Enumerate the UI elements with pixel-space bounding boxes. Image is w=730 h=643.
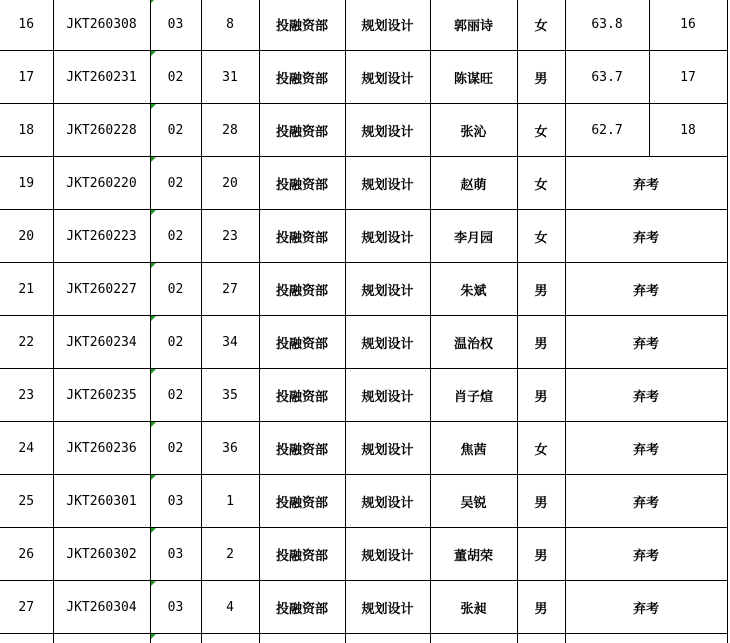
absent-status-cell[interactable]: 弃考 (565, 263, 727, 316)
candidate-id-cell[interactable]: JKT260235 (53, 369, 150, 422)
rank-cell[interactable]: 17 (0, 51, 53, 104)
position-cell[interactable]: 规划设计 (345, 369, 430, 422)
placement-cell[interactable]: 18 (649, 104, 727, 157)
exam-room-cell[interactable]: 02 (150, 422, 201, 475)
exam-room-cell[interactable]: 02 (150, 369, 201, 422)
empty-cell[interactable] (53, 634, 150, 643)
seat-number-cell[interactable]: 27 (201, 263, 259, 316)
name-cell[interactable]: 赵萌 (430, 157, 517, 210)
position-cell[interactable]: 规划设计 (345, 263, 430, 316)
absent-status-cell[interactable]: 弃考 (565, 475, 727, 528)
gender-cell[interactable]: 男 (517, 316, 565, 369)
candidate-id-cell[interactable]: JKT260308 (53, 0, 150, 51)
rank-cell[interactable]: 21 (0, 263, 53, 316)
gender-cell[interactable]: 女 (517, 422, 565, 475)
table-row (0, 422, 727, 475)
empty-cell[interactable] (517, 634, 565, 643)
seat-number-cell[interactable]: 1 (201, 475, 259, 528)
table-row (0, 581, 727, 634)
candidate-id-cell[interactable]: JKT260302 (53, 528, 150, 581)
position-cell[interactable]: 规划设计 (345, 581, 430, 634)
name-cell[interactable]: 焦茜 (430, 422, 517, 475)
exam-room-cell[interactable]: 02 (150, 157, 201, 210)
table-row (0, 369, 727, 422)
absent-status-cell[interactable]: 弃考 (565, 422, 727, 475)
score-cell[interactable]: 63.7 (565, 51, 649, 104)
candidate-id-cell[interactable]: JKT260223 (53, 210, 150, 263)
department-cell[interactable]: 投融资部 (259, 210, 345, 263)
seat-number-cell[interactable]: 36 (201, 422, 259, 475)
seat-number-cell[interactable]: 4 (201, 581, 259, 634)
name-cell[interactable]: 朱斌 (430, 263, 517, 316)
score-cell[interactable]: 63.8 (565, 0, 649, 51)
exam-room-cell[interactable]: 03 (150, 581, 201, 634)
candidate-id-cell[interactable]: JKT260231 (53, 51, 150, 104)
department-cell[interactable]: 投融资部 (259, 263, 345, 316)
gender-cell[interactable]: 男 (517, 475, 565, 528)
absent-status-cell[interactable]: 弃考 (565, 528, 727, 581)
name-cell[interactable]: 李月园 (430, 210, 517, 263)
absent-status-cell[interactable]: 弃考 (565, 316, 727, 369)
exam-room-cell[interactable]: 03 (150, 475, 201, 528)
absent-status-cell[interactable]: 弃考 (565, 210, 727, 263)
table-row (0, 210, 727, 263)
gender-cell[interactable]: 男 (517, 369, 565, 422)
table-row (0, 263, 727, 316)
empty-cell[interactable] (0, 634, 53, 643)
rank-cell[interactable]: 22 (0, 316, 53, 369)
name-cell[interactable]: 温治权 (430, 316, 517, 369)
exam-room-cell[interactable]: 02 (150, 210, 201, 263)
rank-cell[interactable]: 27 (0, 581, 53, 634)
name-cell[interactable]: 董胡荣 (430, 528, 517, 581)
absent-status-cell[interactable]: 弃考 (565, 157, 727, 210)
placement-cell[interactable]: 16 (649, 0, 727, 51)
gender-cell[interactable]: 女 (517, 157, 565, 210)
position-cell[interactable]: 规划设计 (345, 316, 430, 369)
seat-number-cell[interactable]: 2 (201, 528, 259, 581)
exam-room-cell[interactable]: 03 (150, 528, 201, 581)
rank-cell[interactable]: 26 (0, 528, 53, 581)
gender-cell[interactable]: 女 (517, 0, 565, 51)
name-cell[interactable]: 郭丽诗 (430, 0, 517, 51)
empty-cell[interactable] (345, 634, 430, 643)
candidate-id-cell[interactable]: JKT260228 (53, 104, 150, 157)
gender-cell[interactable]: 男 (517, 581, 565, 634)
absent-status-cell[interactable]: 弃考 (565, 369, 727, 422)
candidate-id-cell[interactable]: JKT260220 (53, 157, 150, 210)
seat-number-cell[interactable]: 8 (201, 0, 259, 51)
table-row (0, 475, 727, 528)
exam-room-cell[interactable]: 02 (150, 263, 201, 316)
position-cell[interactable]: 规划设计 (345, 210, 430, 263)
table-row (0, 104, 727, 157)
name-cell[interactable]: 吴锐 (430, 475, 517, 528)
seat-number-cell[interactable]: 20 (201, 157, 259, 210)
exam-room-cell[interactable]: 03 (150, 0, 201, 51)
department-cell[interactable]: 投融资部 (259, 581, 345, 634)
exam-room-cell[interactable]: 02 (150, 104, 201, 157)
table-row (0, 316, 727, 369)
department-cell[interactable]: 投融资部 (259, 369, 345, 422)
table-row (0, 0, 727, 51)
position-cell[interactable]: 规划设计 (345, 51, 430, 104)
placement-cell[interactable]: 17 (649, 51, 727, 104)
absent-status-cell[interactable]: 弃考 (565, 581, 727, 634)
table-row (0, 528, 727, 581)
candidate-id-cell[interactable]: JKT260234 (53, 316, 150, 369)
table-row (0, 157, 727, 210)
name-cell[interactable]: 陈谋旺 (430, 51, 517, 104)
name-cell[interactable]: 张昶 (430, 581, 517, 634)
candidate-id-cell[interactable]: JKT260301 (53, 475, 150, 528)
position-cell[interactable]: 规划设计 (345, 157, 430, 210)
gender-cell[interactable]: 男 (517, 528, 565, 581)
rank-cell[interactable]: 18 (0, 104, 53, 157)
seat-number-cell[interactable]: 23 (201, 210, 259, 263)
position-cell[interactable]: 规划设计 (345, 475, 430, 528)
exam-room-cell[interactable]: 02 (150, 51, 201, 104)
table-row-partial (0, 634, 727, 643)
empty-cell[interactable] (565, 634, 727, 643)
department-cell[interactable]: 投融资部 (259, 422, 345, 475)
table-row (0, 51, 727, 104)
seat-number-cell[interactable]: 35 (201, 369, 259, 422)
department-cell[interactable]: 投融资部 (259, 157, 345, 210)
rank-cell[interactable]: 25 (0, 475, 53, 528)
seat-number-cell[interactable]: 34 (201, 316, 259, 369)
gender-cell[interactable]: 男 (517, 263, 565, 316)
rank-cell[interactable]: 24 (0, 422, 53, 475)
department-cell[interactable]: 投融资部 (259, 475, 345, 528)
department-cell[interactable]: 投融资部 (259, 104, 345, 157)
candidate-id-cell[interactable]: JKT260227 (53, 263, 150, 316)
position-cell[interactable]: 规划设计 (345, 104, 430, 157)
name-cell[interactable]: 肖子煊 (430, 369, 517, 422)
gender-cell[interactable]: 女 (517, 104, 565, 157)
candidate-id-cell[interactable]: JKT260236 (53, 422, 150, 475)
exam-room-cell[interactable]: 02 (150, 316, 201, 369)
name-cell[interactable]: 张沁 (430, 104, 517, 157)
gender-cell[interactable]: 男 (517, 51, 565, 104)
rank-cell[interactable]: 23 (0, 369, 53, 422)
empty-cell[interactable] (259, 634, 345, 643)
department-cell[interactable]: 投融资部 (259, 0, 345, 51)
position-cell[interactable]: 规划设计 (345, 528, 430, 581)
seat-number-cell[interactable]: 28 (201, 104, 259, 157)
department-cell[interactable]: 投融资部 (259, 316, 345, 369)
rank-cell[interactable]: 20 (0, 210, 53, 263)
candidate-id-cell[interactable]: JKT260304 (53, 581, 150, 634)
gender-cell[interactable]: 女 (517, 210, 565, 263)
department-cell[interactable]: 投融资部 (259, 51, 345, 104)
position-cell[interactable]: 规划设计 (345, 422, 430, 475)
seat-number-cell[interactable]: 31 (201, 51, 259, 104)
rank-cell[interactable]: 19 (0, 157, 53, 210)
department-cell[interactable]: 投融资部 (259, 528, 345, 581)
score-cell[interactable]: 62.7 (565, 104, 649, 157)
rank-cell[interactable]: 16 (0, 0, 53, 51)
empty-cell[interactable] (201, 634, 259, 643)
position-cell[interactable]: 规划设计 (345, 0, 430, 51)
empty-cell[interactable] (150, 634, 201, 643)
empty-cell[interactable] (430, 634, 517, 643)
